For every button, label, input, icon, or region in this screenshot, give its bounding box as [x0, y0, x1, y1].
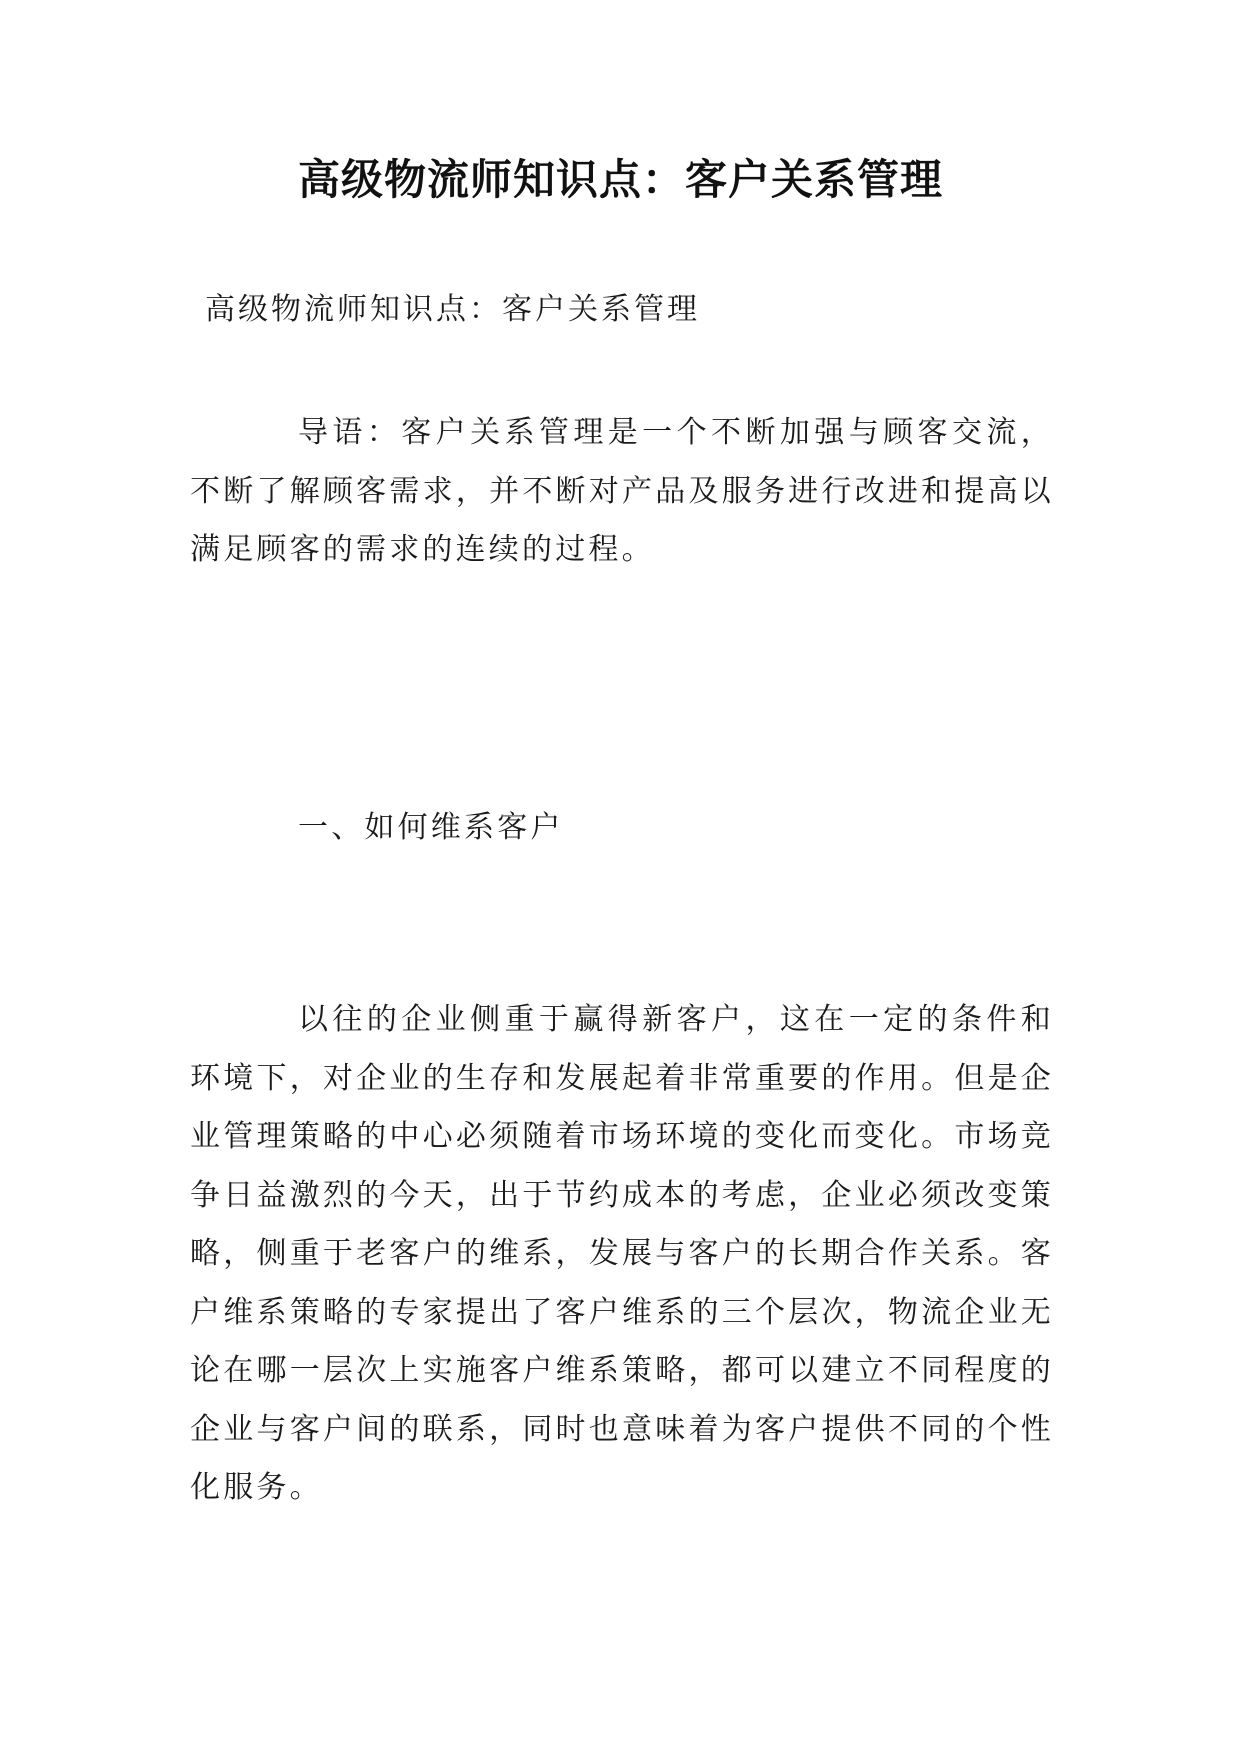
section-body-paragraph: 以往的企业侧重于赢得新客户，这在一定的条件和环境下，对企业的生存和发展起着非常重要的作用。但是企业管理策略的中心必须随着市场环境的变化而变化。市场竞争日益激烈的今天，出于节约成本的考虑，企业必须改变策略，侧重于老客户的维系，发展与客户的长期合作关系。客户维系策略的专家提出了客户维系的三个层次，物流企业无论在哪一层次上实施客户维系策略，都可以建立不同程度的企业与客户间的联系，同时也意味着为客户提供不同的个性化服务。 — [190, 1002, 1054, 1505]
intro-paragraph: 导语：客户关系管理是一个不断加强与顾客交流，不断了解顾客需求，并不断对产品及服务进行改进和提高以满足顾客的需求的连续的过程。 — [190, 415, 1054, 567]
section-heading: 一、如何维系客户 — [298, 810, 564, 845]
document-title: 高级物流师知识点：客户关系管理 — [297, 155, 943, 204]
document-subtitle: 高级物流师知识点：客户关系管理 — [205, 292, 700, 327]
